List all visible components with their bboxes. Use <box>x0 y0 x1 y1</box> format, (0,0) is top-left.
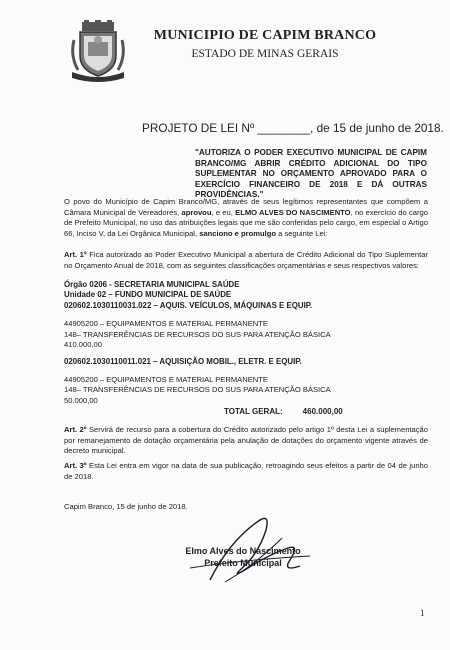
total-value: 460.000,00 <box>302 407 343 416</box>
place-date: Capim Branco, 15 de junho de 2018. <box>64 502 188 511</box>
page-number: 1 <box>420 608 425 618</box>
signature-block <box>168 545 318 569</box>
article-3-text: Esta Lei entra em vigor na data de sua publicação, retroagindo seus efeitos a partir de 04 de junho de 2018. <box>64 461 428 481</box>
article-2-label: Art. 2º <box>64 425 87 434</box>
municipality-name: MUNICIPIO DE CAPIM BRANCO <box>153 28 377 43</box>
article-2 <box>64 425 428 457</box>
preamble-mayor-name: ELMO ALVES DO NASCIMENTO <box>235 207 351 217</box>
item-1-fonte: 148– TRANSFERÊNCIAS DE RECURSOS DO SUS PARA ATENÇÃO BÁSICA <box>64 329 331 339</box>
signatory-title: Prefeito Municipal <box>204 558 282 568</box>
total-label: TOTAL GERAL: <box>224 407 283 416</box>
article-3 <box>64 461 428 482</box>
item-1-valor: 410.000,00 <box>64 340 103 350</box>
ementa: "AUTORIZA O PODER EXECUTIVO MUNICIPAL DE CAPIM BRANCO/MG ABRIR CRÉDITO ADICIONAL DO TIPO SUPLEMENTAR NO ORÇAMENTO APROVADO PARA O EXERCÍCIO FINANCEIRO DE 2018 E DÁ OUTRAS PROVIDÊNCIAS." <box>195 148 427 200</box>
unidade-line: Unidade 02 – FUNDO MUNICIPAL DE SAÚDE <box>64 290 232 300</box>
document-title: PROJETO DE LEI Nº ________, de 15 de junho de 2018. <box>142 121 444 135</box>
letterhead <box>140 28 390 60</box>
article-2-text: Servirá de recurso para a cobertura do Crédito autorizado pelo artigo 1º desta Lei a suplementação por remanejamento de dotação orçamentária pela anulação de dotações do orçamento vigente através de decreto municipal. <box>64 425 428 456</box>
total-row <box>224 407 343 416</box>
preamble-sanciono: sanciono e promulgo <box>199 228 277 238</box>
item-2-valor: 50.000,00 <box>64 395 98 405</box>
preamble-paragraph <box>64 197 428 239</box>
article-1-text: Fica autorizado ao Poder Executivo Municipal a abertura de Crédito Adicional do Tipo Suplementar no Orçamento Anual de 2018, com as seguintes classificações orçamentárias e seus respectivos valores: <box>64 250 428 270</box>
preamble-text-3: , no exercício do cargo de Prefeito Municipal, no uso das atribuições legais que me são conferidas pelo cargo, em especial o Artigo 66, Inciso V, da Lei Orgânica Municipal, <box>64 207 428 238</box>
article-3-label: Art. 3º <box>64 461 87 470</box>
preamble-text-2: , e eu, <box>211 207 236 217</box>
signatory-name: Elmo Alves do Nascimento <box>185 546 301 556</box>
budget-allocations <box>64 280 404 406</box>
state-name: ESTADO DE MINAS GERAIS <box>191 48 339 60</box>
municipal-crest-icon <box>66 20 130 82</box>
item-2-code: 020602.1030110011.021 – AQUISIÇÃO MOBIL., ELETR. E EQUIP. <box>64 357 302 367</box>
article-1 <box>64 250 428 271</box>
item-2-fonte: 148– TRANSFERÊNCIAS DE RECURSOS DO SUS PARA ATENÇÃO BÁSICA <box>64 385 331 395</box>
item-1-code: 020602.1030110031.022 – AQUIS. VEÍCULOS, MÁQUINAS E EQUIP. <box>64 300 313 310</box>
preamble-text-4: a seguinte Lei: <box>276 228 328 238</box>
item-2-elemento: 44905200 – EQUIPAMENTOS E MATERIAL PERMANENTE <box>64 374 268 384</box>
preamble-text-1: O povo do Município de Capim Branco/MG, através de seus legítimos representantes que compõem a Câmara Municipal de Vereadores, <box>64 197 428 217</box>
orgao-line: Órgão 0206 - SECRETARIA MUNICIPAL SAÚDE <box>64 280 240 289</box>
preamble-aprovou: aprovou <box>181 207 212 217</box>
item-1-elemento: 44905200 – EQUIPAMENTOS E MATERIAL PERMANENTE <box>64 319 268 329</box>
article-1-label: Art. 1º <box>64 250 87 259</box>
